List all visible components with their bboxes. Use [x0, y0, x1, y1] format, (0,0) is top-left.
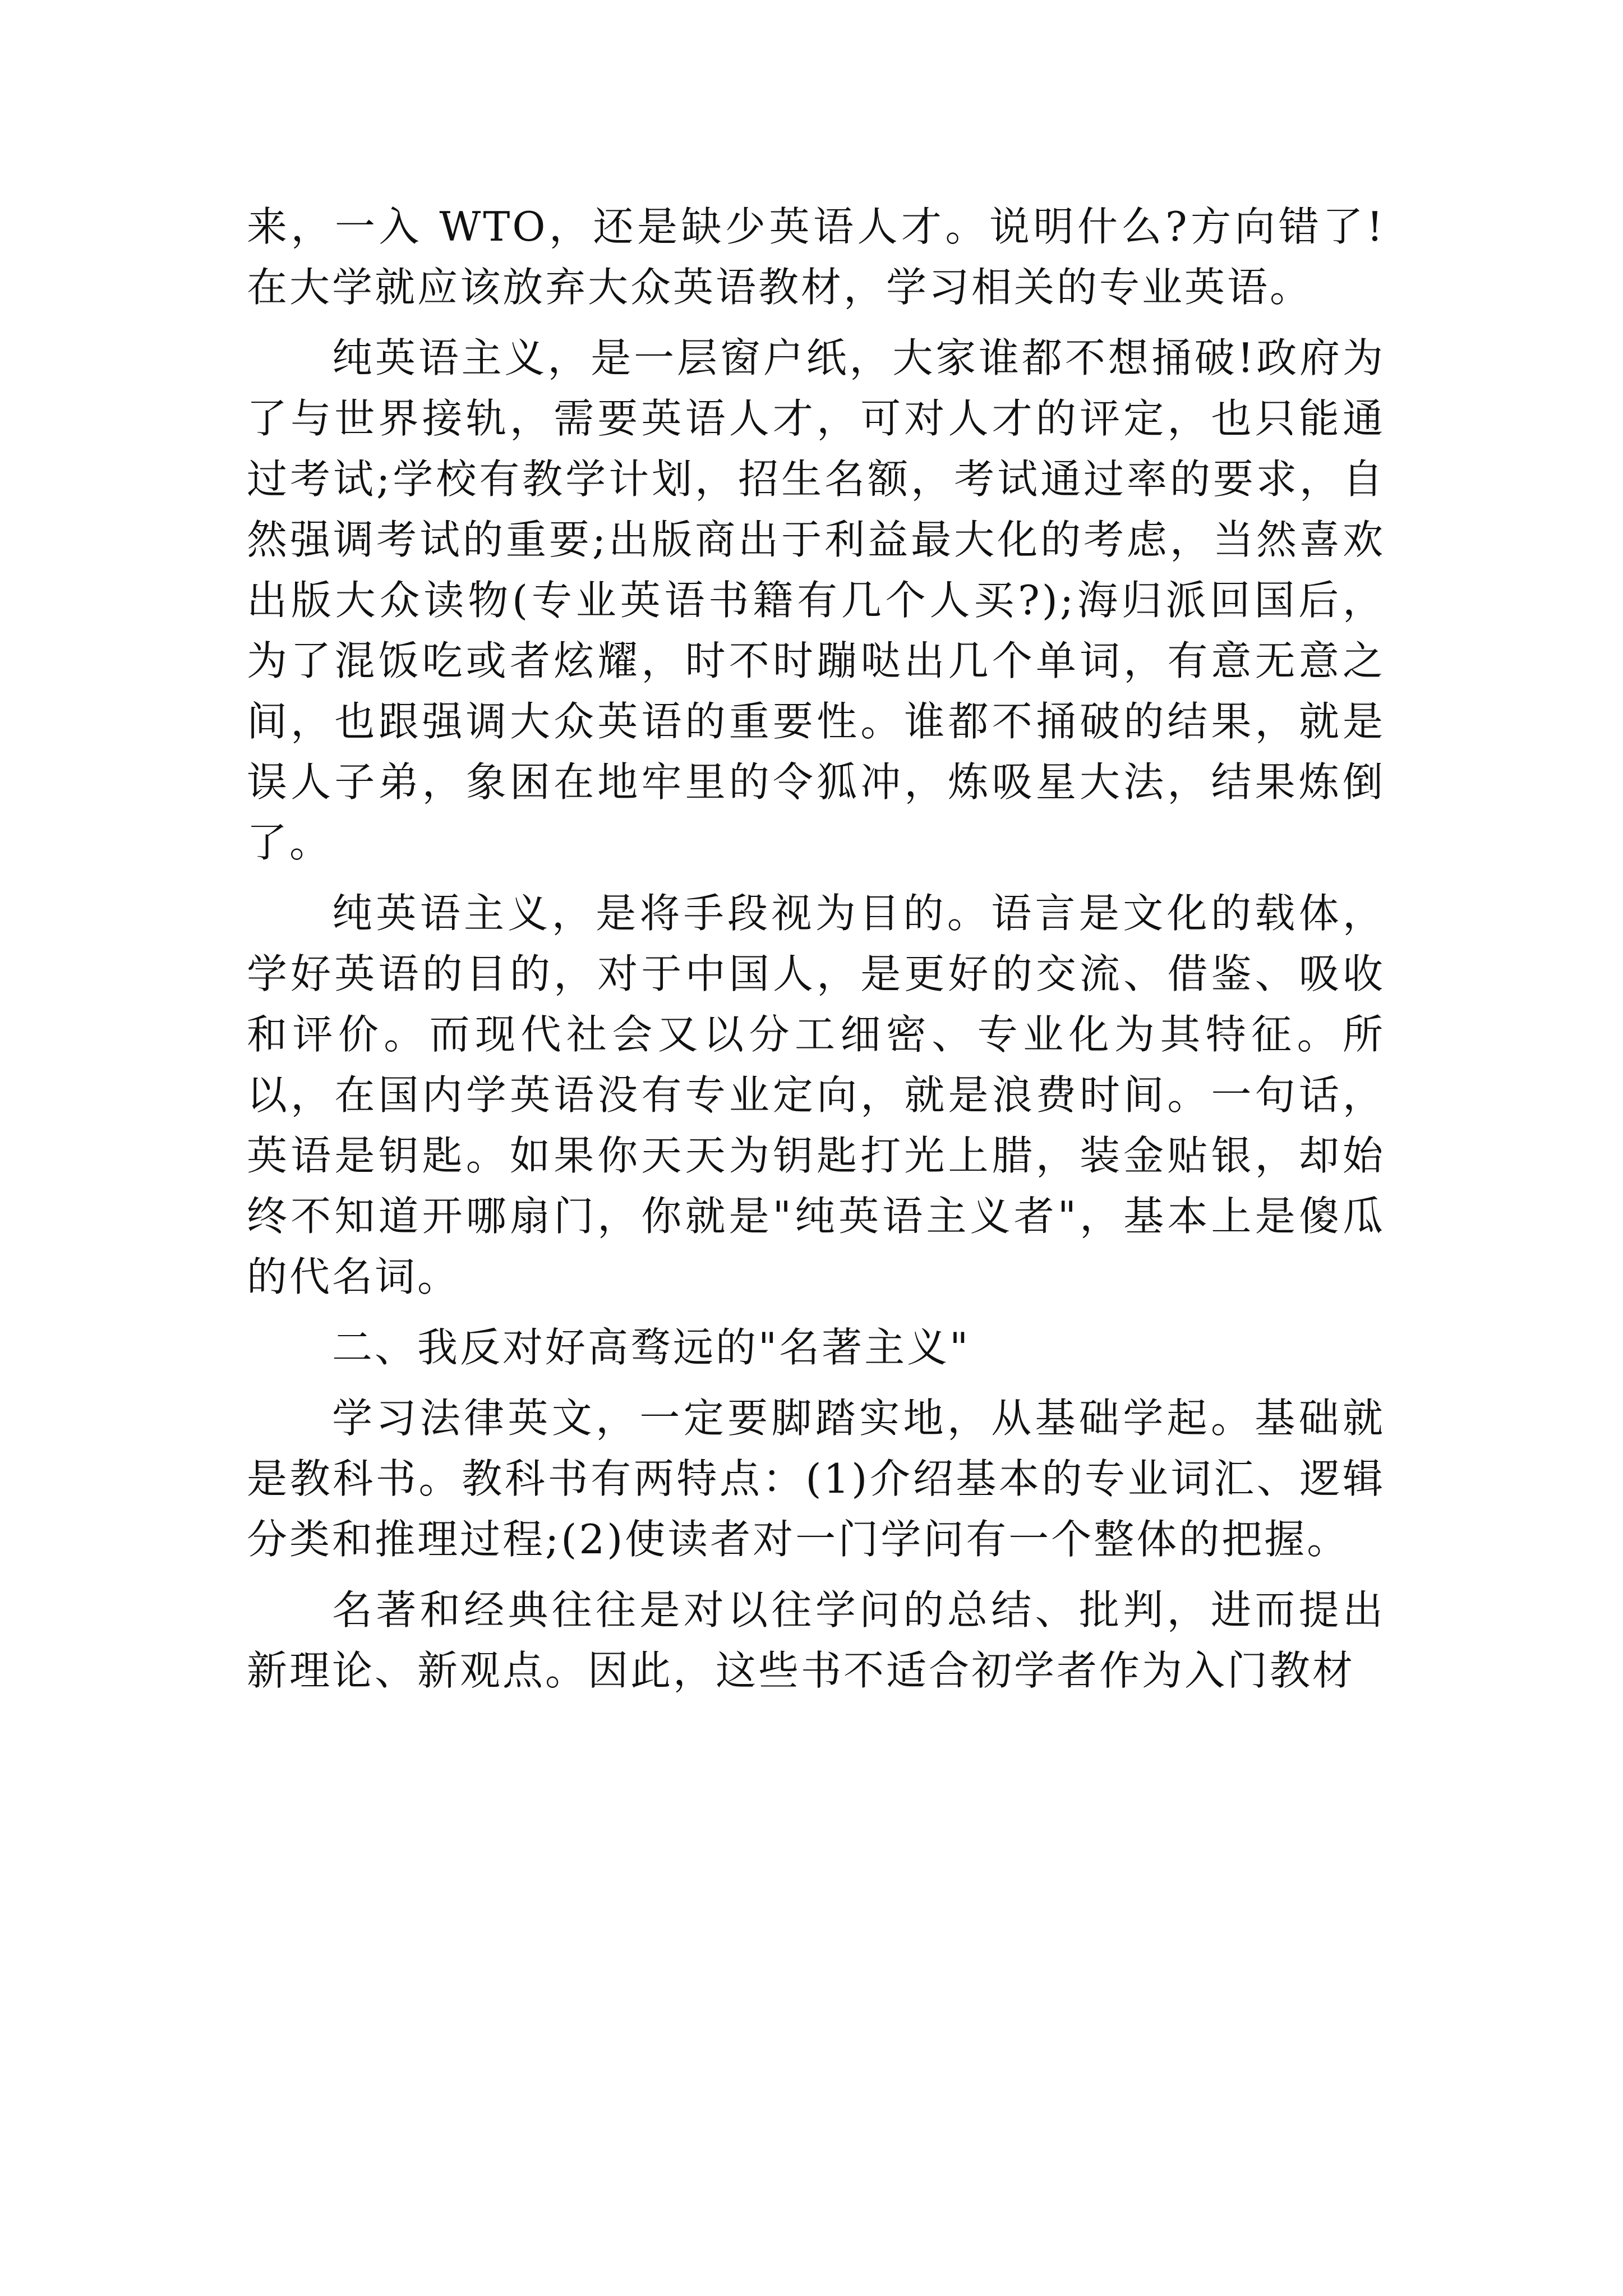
paragraph-continuation: 来，一入 WTO，还是缺少英语人才。说明什么?方向错了!在大学就应该放弃大众英语教材，学习相关的专业英语。 — [247, 203, 1385, 311]
paragraph-textbook-basics: 学习法律英文，一定要脚踏实地，从基础学起。基础就是教科书。教科书有两特点：(1)介绍基本的专业词汇、逻辑分类和推理过程;(2)使读者对一门学问有一个整体的把握。 — [247, 1395, 1385, 1563]
paragraph-classics: 名著和经典往往是对以往学问的总结、批判，进而提出新理论、新观点。因此，这些书不适合初学者作为入门教材 — [247, 1586, 1385, 1694]
section-heading-masterpiece: 二、我反对好高骛远的"名著主义" — [332, 1324, 971, 1371]
paragraph-means-as-end: 纯英语主义，是将手段视为目的。语言是文化的载体，学好英语的目的，对于中国人，是更好的交流、借鉴、吸收和评价。而现代社会又以分工细密、专业化为其特征。所以，在国内学英语没有专业定向，就是浪费时间。一句话，英语是钥匙。如果你天天为钥匙打光上腊，装金贴银，却始终不知道开哪扇门，你就是"纯英语主义者"，基本上是傻瓜的代名词。 — [247, 890, 1385, 1300]
paragraph-window-paper: 纯英语主义，是一层窗户纸，大家谁都不想捅破!政府为了与世界接轨，需要英语人才，可对人才的评定，也只能通过考试;学校有教学计划，招生名额，考试通过率的要求，自然强调考试的重要;出版商出于利益最大化的考虑，当然喜欢出版大众读物(专业英语书籍有几个人买?);海归派回国后，为了混饭吃或者炫耀，时不时蹦哒出几个单词，有意无意之间，也跟强调大众英语的重要性。谁都不捅破的结果，就是误人子弟，象困在地牢里的令狐冲，炼吸星大法，结果炼倒了。 — [247, 334, 1385, 866]
document-body — [247, 196, 1385, 1711]
